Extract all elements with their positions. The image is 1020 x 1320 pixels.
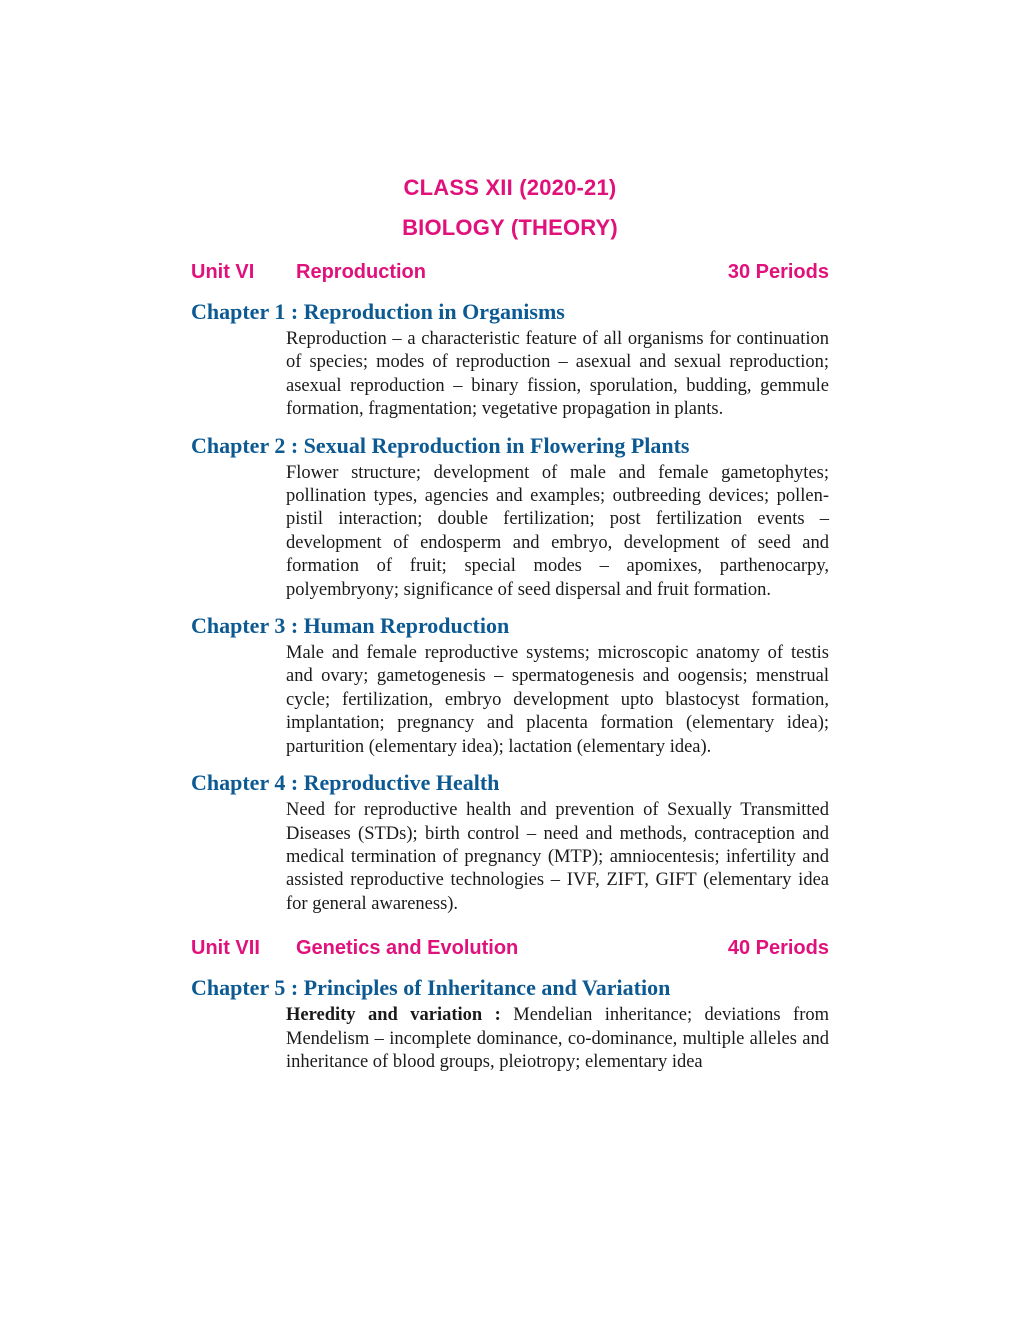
chapter-title: Chapter 5 : Principles of Inheritance and Variation (191, 975, 671, 1001)
chapter-title: Chapter 2 : Sexual Reproduction in Flowering Plants (191, 432, 690, 458)
chapter-title: Chapter 1 : Reproduction in Organisms (191, 299, 565, 324)
unit-periods: 40 Periods (727, 937, 829, 960)
unit-name: Genetics and Evolution (296, 937, 519, 960)
chapter-description-text: Mendelian inheritance; deviations from Mendelism – incomplete dominance, co-dominance, multiple alleles and inheritance of blood groups, pleiotropy; elementary idea (286, 1005, 829, 1072)
chapter-description: Need for reproductive health and prevention of Sexually Transmitted Diseases (STDs); birth control – need and methods, contraception and medical termination of pregnancy (MTP); amniocentesis; infertility and assisted reproductive technologies – IVF, ZIFT, GIFT (elementary idea for general awareness). (286, 800, 829, 914)
unit-label: Unit VI (191, 261, 255, 283)
page-header (191, 168, 829, 248)
chapter-description: Reproduction – a characteristic feature of all organisms for continuation of species; modes of reproduction – asexual and sexual reproduction; asexual reproduction – binary fission, sporulation, budding, gemmule formation, fragmentation; vegetative propagation in plants. (286, 329, 829, 420)
unit-heading (191, 258, 829, 286)
unit-heading (191, 934, 829, 962)
chapter-description: Flower structure; development of male and female gametophytes; pollination types, agencies and examples; outbreeding devices; pollen-pistil interaction; double fertilization; post fertilization events – development of endosperm and embryo, development of seed and formation of fruit; special modes – apomixes, parthenocarpy, polyembryony; significance of seed dispersal and fruit formation. (286, 462, 829, 600)
chapter-lead-term: Heredity and variation : (286, 1005, 501, 1026)
chapter-description: Male and female reproductive systems; microscopic anatomy of testis and ovary; gametogenesis – spermatogenesis and oogensis; menstrual cycle; fertilization, embryo development upto blastocyst formation, implantation; pregnancy and placenta formation (elementary idea); parturition (elementary idea); lactation (elementary idea). (286, 643, 829, 757)
chapter-description (286, 1004, 829, 1074)
unit-name: Reproduction (296, 261, 426, 283)
unit-label: Unit VII (191, 937, 260, 960)
chapter-title: Chapter 4 : Reproductive Health (191, 770, 500, 796)
chapter-title: Chapter 3 : Human Reproduction (191, 613, 510, 639)
syllabus-page (191, 168, 829, 1084)
class-title: CLASS XII (2020-21) (403, 175, 617, 200)
unit-periods: 30 Periods (727, 261, 829, 283)
subject-title: BIOLOGY (THEORY) (402, 215, 618, 240)
